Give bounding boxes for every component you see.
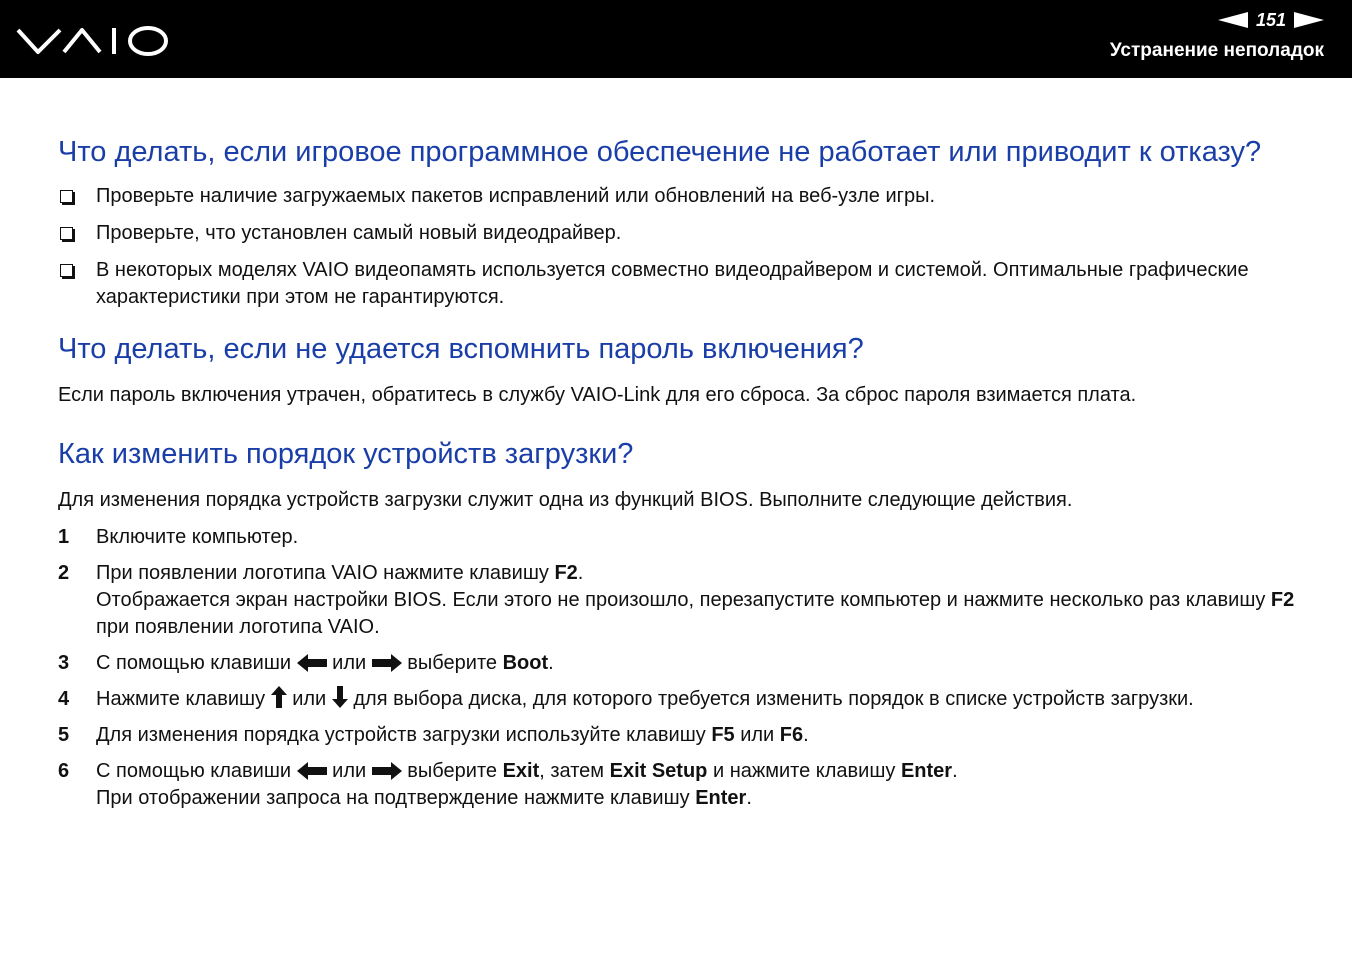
step-item: 3 С помощью клавиши или выберите Boot. — [58, 652, 554, 674]
list-item: В некоторых моделях VAIO видеопамять используется совместно видеодрайвером и системой. Оптимальные графические характеристики при этом не гарантируются. — [58, 257, 1308, 311]
left-arrow-icon — [297, 654, 327, 672]
checkbox-bullet-icon — [60, 190, 73, 203]
list-item: Проверьте наличие загружаемых пакетов исправлений или обновлений на веб-узле игры. — [58, 183, 1308, 210]
step-item: 1 Включите компьютер. — [58, 526, 299, 548]
page-header — [0, 0, 1352, 78]
step-item: 5 Для изменения порядка устройств загрузки используйте клавишу F5 или F6. — [58, 724, 809, 746]
heading-game-software: Что делать, если игровое программное обеспечение не работает или приводит к отказу? — [58, 136, 1262, 168]
boot-order-steps — [58, 524, 1308, 812]
left-arrow-icon — [297, 762, 327, 780]
boot-order-intro: Для изменения порядка устройств загрузки служит одна из функций BIOS. Выполните следующие действия. — [58, 489, 1073, 511]
heading-password: Что делать, если не удается вспомнить пароль включения? — [58, 333, 864, 365]
next-page-icon[interactable] — [1294, 12, 1324, 28]
step-item: 6 С помощью клавиши или выберите Exit, затем Exit Setup и нажмите клавишу Enter. При отображении запроса на подтверждение нажмите клавишу Enter. — [58, 760, 958, 809]
right-arrow-icon — [372, 654, 402, 672]
down-arrow-icon — [332, 686, 348, 708]
password-paragraph: Если пароль включения утрачен, обратитесь в службу VAIO-Link для его сброса. За сброс пароля взимается плата. — [58, 384, 1137, 406]
game-tips-list — [58, 183, 1308, 311]
step-item: 2 При появлении логотипа VAIO нажмите клавишу F2. Отображается экран настройки BIOS. Если этого не произошло, перезапустите компьютер и нажмите несколько раз клавишу F2 при появлении логотипа VAIO. — [58, 562, 1295, 638]
page-navigator — [1218, 8, 1324, 32]
up-arrow-icon — [271, 686, 287, 708]
heading-boot-order: Как изменить порядок устройств загрузки? — [58, 438, 634, 470]
checkbox-bullet-icon — [60, 264, 73, 277]
previous-page-icon[interactable] — [1218, 12, 1248, 28]
page-content — [58, 134, 1308, 821]
section-title: Устранение неполадок — [1109, 40, 1324, 61]
checkbox-bullet-icon — [60, 227, 73, 240]
step-item: 4 Нажмите клавишу или для выбора диска, для которого требуется изменить порядок в списке устройств загрузки. — [58, 688, 1194, 710]
list-item: Проверьте, что установлен самый новый видеодрайвер. — [58, 220, 1308, 247]
vaio-logo — [14, 18, 174, 62]
page-number: 151 — [1255, 9, 1286, 30]
right-arrow-icon — [372, 762, 402, 780]
